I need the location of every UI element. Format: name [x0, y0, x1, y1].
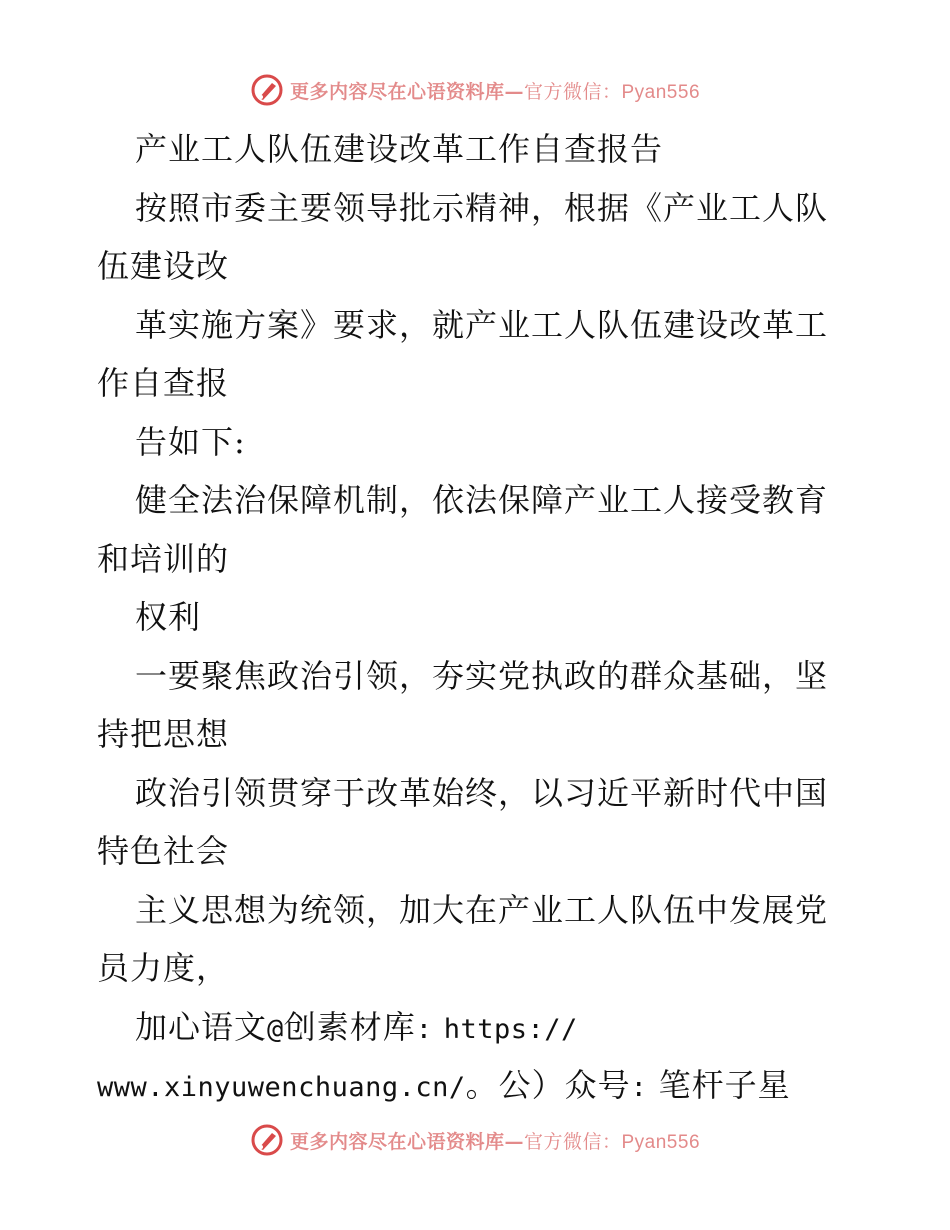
watermark-prefix: 更多内容尽在心语资料库: [289, 80, 505, 103]
watermark-suffix: 官方微信：: [523, 1130, 622, 1153]
text-line: 主义思想为统领，加大在产业工人队伍中发展党: [135, 890, 829, 929]
text-line: 作自查报: [97, 364, 230, 402]
header-watermark: [0, 70, 950, 110]
text-line: www.xinyuwenchuang.cn/。公）众号: 笔杆子星: [97, 1066, 791, 1104]
watermark-text: [290, 77, 700, 104]
text-line: 持把思想: [97, 715, 230, 753]
document-title: 产业工人队伍建设改革工作自查报告: [135, 130, 664, 168]
watermark-prefix: 更多内容尽在心语资料库: [289, 1130, 505, 1153]
watermark-id: Pyan556: [621, 81, 701, 103]
text-line: 一要聚焦政治引领，夯实党执政的群众基础，坚: [135, 656, 829, 695]
text-line: 健全法治保障机制，依法保障产业工人接受教育: [135, 481, 829, 519]
text-line: 和培训的: [97, 539, 230, 578]
text-line: 政治引领贯穿于改革始终，以习近平新时代中国: [135, 773, 829, 812]
text-line: 员力度，: [97, 949, 230, 987]
text-line: 特色社会: [97, 832, 230, 870]
document-body: [97, 120, 857, 1115]
watermark-text: [290, 1127, 700, 1154]
pen-logo-icon: [250, 1123, 284, 1157]
watermark-dash: —: [504, 80, 524, 103]
watermark-id: Pyan556: [621, 1131, 701, 1153]
footer-watermark: [0, 1120, 950, 1160]
text-line: 革实施方案》要求，就产业工人队伍建设改革工: [135, 305, 829, 344]
watermark-dash: —: [504, 1130, 524, 1153]
text-line: 告如下:: [135, 422, 246, 461]
text-line: 加心语文@创素材库: https://: [135, 1007, 578, 1046]
text-line: 权利: [135, 598, 202, 636]
text-line: 按照市委主要领导批示精神，根据《产业工人队: [135, 188, 829, 227]
text-line: 伍建设改: [97, 247, 230, 285]
watermark-suffix: 官方微信：: [523, 80, 622, 103]
pen-logo-icon: [250, 73, 284, 107]
